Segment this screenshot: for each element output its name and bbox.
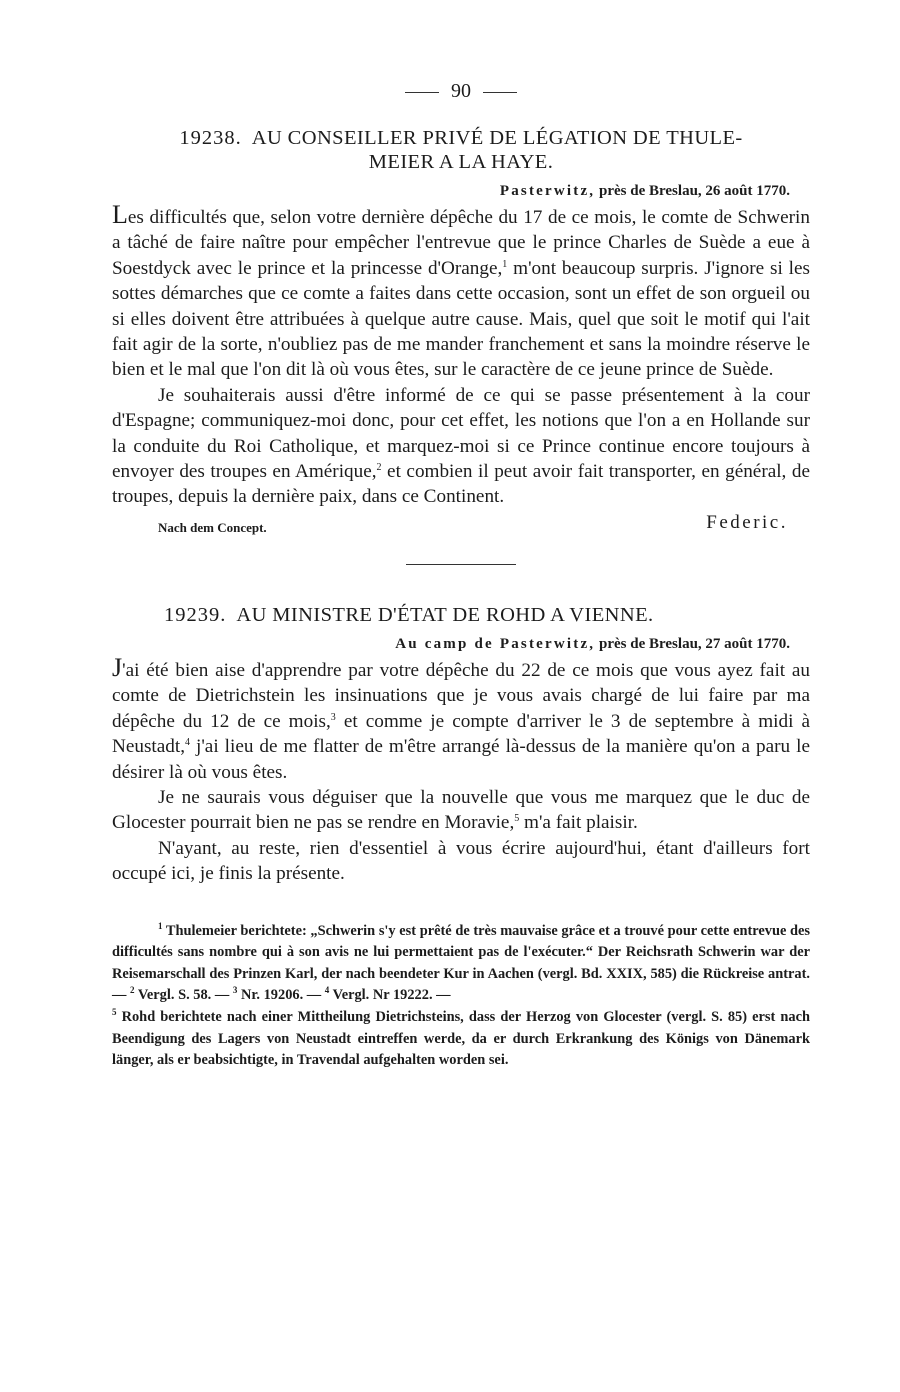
footnote-mark-5: 5 — [112, 1006, 117, 1017]
footnote-ref-3: 3 — [330, 711, 336, 723]
letter1-dateline — [112, 180, 810, 202]
footnote-mark-4: 4 — [324, 985, 330, 996]
letter1-p2-text-b: et combien il peut avoir fait transporter, en général, de troupes, depuis la dernière paix, dans ce Continent. — [112, 461, 810, 508]
letter1-p2-text-a: Je souhaiterais aussi d'être informé de ce qui se passe présentement à la cour d'Espagne; communiquez-moi donc, pour cet effet, les notions que l'on a en Hollande sur la conduite du Roi Catholique, et marquez-moi si ce Prince continue encore toujours à envoyer des troupes en Amérique, — [112, 384, 810, 483]
footnote-ref-5: 5 — [514, 813, 520, 825]
letter1-signature: Federic. — [706, 511, 788, 533]
letter1-title-line1: AU CONSEILLER PRIVÉ DE LÉGATION DE THULE- — [251, 127, 743, 149]
letter2-title: AU MINISTRE D'ÉTAT DE ROHD A VIENNE. — [236, 603, 654, 626]
letter2-dateline — [112, 633, 810, 655]
footnote-ref-4: 4 — [185, 737, 191, 749]
letter1-p1-text-b: m'ont beaucoup surpris. J'ignore si les sottes démarches que ce comte a faites dans cette occasion, sont un effet de son orgueil ou si elles doivent être attribuées à quelque autre cause. Mais, quel que soit le motif qui l'ait fait agir de la sorte, n'oubliez pas de me mander franchement et sans la moindre réserve le bien et le mal que l'on dit là où vous êtes, sur le caractère de ce jeune prince de Suède. — [112, 257, 810, 381]
letter1-closing — [112, 512, 810, 540]
letter2-p1-text-c: j'ai lieu de me flatter de m'être arrangé là-dessus de la manière qu'on a paru le désirer là où vous êtes. — [112, 736, 810, 783]
letter2-date-rest: près de Breslau, 27 août 1770. — [599, 635, 790, 652]
letter2-p1-text-b: et comme je compte d'arriver le 3 de septembre à midi à Neustadt, — [112, 710, 810, 758]
letter1-heading — [112, 126, 810, 174]
footnotes — [112, 921, 810, 1072]
dash-right — [483, 92, 517, 93]
dash-left — [405, 92, 439, 93]
letter2-paragraph-1 — [112, 652, 810, 785]
letter1-dropcap: L — [112, 200, 128, 229]
footnote-ref-1: 1 — [502, 258, 508, 270]
footnote-2: Vergl. S. 58. — — [134, 987, 233, 1004]
letter1-paragraph-1 — [112, 202, 810, 383]
letter1-number: 19238. — [179, 127, 242, 149]
letter1-source-note: Nach dem Concept. — [158, 519, 267, 535]
page-number: 90 — [451, 80, 471, 102]
footnote-3: Nr. 19206. — — [237, 987, 325, 1004]
letter2-paragraph-2 — [112, 785, 810, 836]
footnote-1: Thulemeier berichtete: „Schwerin s'y est prêté de très mauvaise grâce et a trouvé pour cette entrevue des difficultés sans nombre qui à son avis ne lui permettaient pas de l'exécuter.“ Der Reichsrath Schwerin war der Reisemarschall des Prinzen Karl, der nach beendeter Kur in Aachen (vergl. Bd. XXIX, 585) die Rückreise antrat. — — [112, 922, 810, 1004]
letter1-date-place: Pasterwitz, — [499, 183, 596, 199]
footnote-ref-2: 2 — [376, 462, 382, 474]
letter2-p2-text-a: Je ne saurais vous déguiser que la nouvelle que vous me marquez que le duc de Glocester pourrait bien ne pas se rendre en Moravie, — [112, 786, 810, 834]
document-page — [112, 80, 810, 1072]
letter1-title-line2: MEIER A LA HAYE. — [368, 151, 554, 173]
letter2-date-place: Au camp de Pasterwitz, — [395, 635, 596, 652]
letter2-heading — [112, 603, 810, 627]
letter2-p2-text-b: m'a fait plaisir. — [519, 812, 638, 834]
footnote-4: Vergl. Nr 19222. — — [329, 987, 451, 1004]
footnote-mark-2: 2 — [130, 985, 135, 996]
letter2-number: 19239. — [164, 603, 227, 626]
letter1-p1-text-a: es difficultés que, selon votre dernière dépêche du 17 de ce mois, le comte de Schwerin a tâché de faire naître pour empêcher l'entrevue que le prince Charles de Suède a eue à Soestdyck avec le prince et la princesse d'Orange, — [112, 207, 810, 279]
footnote-5: Rohd berichtete nach einer Mittheilung Dietrichsteins, dass der Herzog von Glocester (vergl. S. 85) erst nach Beendigung des Lagers von Neustadt eintreffen werde, da er durch Erkrankung des Königs von Dänemark länger, als er beabsichtigte, in Travendal aufgehalten worden sei. — [112, 1008, 810, 1069]
page-number-row — [112, 80, 810, 104]
footnote-mark-3: 3 — [232, 985, 238, 996]
letter2-dropcap: J — [112, 652, 123, 682]
footnote-block-1-4 — [112, 921, 810, 1072]
letter1-paragraph-2 — [112, 383, 810, 510]
section-divider — [406, 564, 516, 565]
footnote-mark-1: 1 — [158, 920, 163, 931]
letter2-p1-text-a: 'ai été bien aise d'apprendre par votre dépêche du 22 de ce mois que vous ayez fait au comte de Dietrichstein les insinuations que je vous avais chargé de lui faire par ma dépêche du 12 de ce mois, — [112, 659, 810, 732]
letter2-paragraph-3: N'ayant, au reste, rien d'essentiel à vous écrire aujourd'hui, étant d'ailleurs fort occupé ici, je finis la présente. — [112, 837, 810, 885]
letter1-date-rest: près de Breslau, 26 août 1770. — [599, 183, 790, 199]
